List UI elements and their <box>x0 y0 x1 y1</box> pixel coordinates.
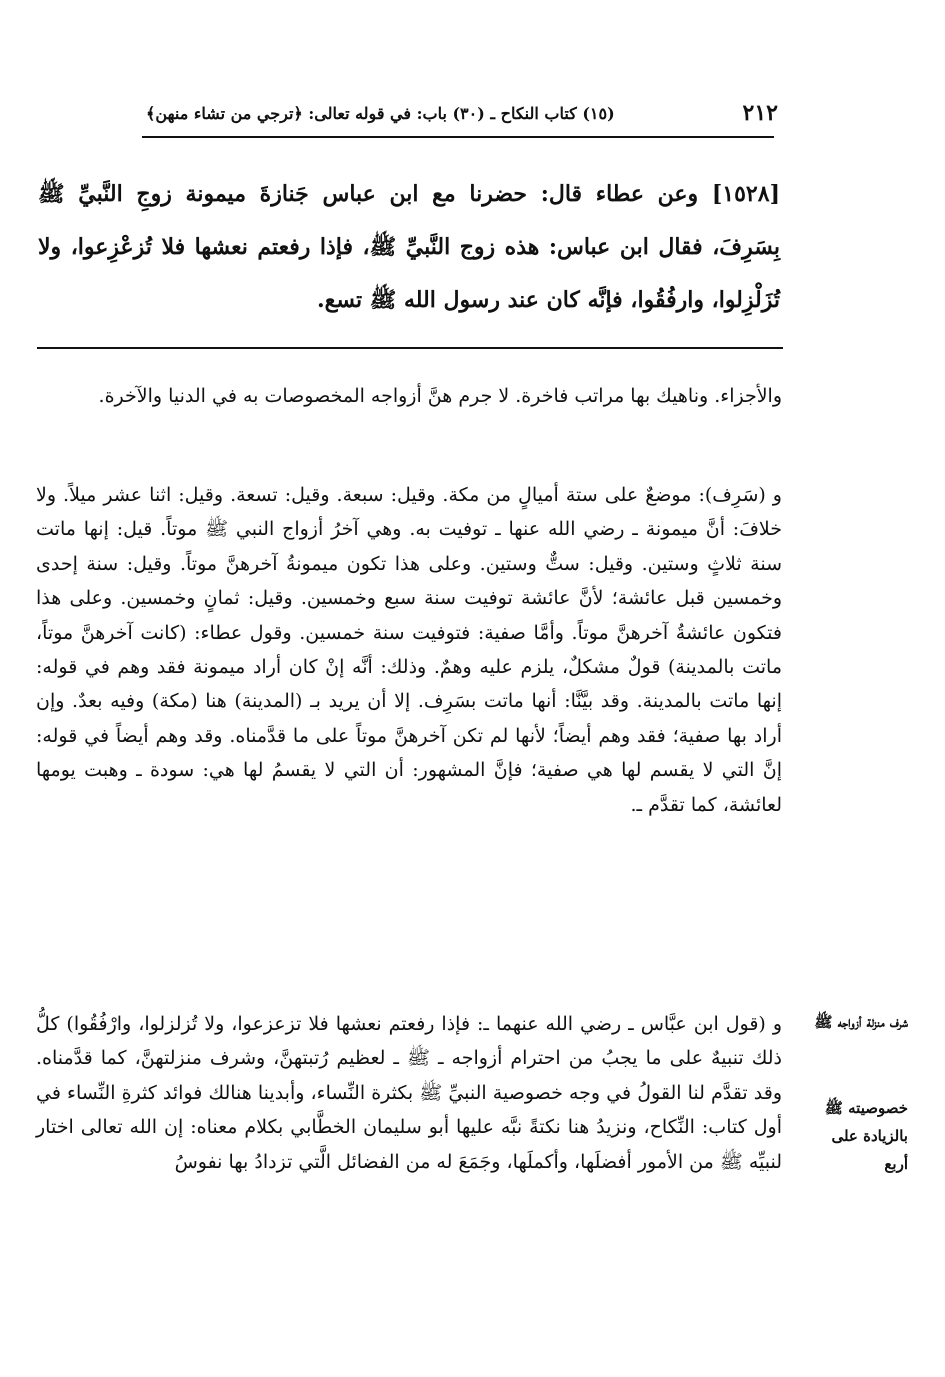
hadith-number: [١٥٢٨] <box>711 181 780 207</box>
page-header <box>142 98 778 134</box>
header-rule <box>142 136 774 138</box>
text-divider <box>37 347 783 349</box>
commentary-block-3 <box>36 1007 782 1179</box>
hadith-text-block <box>38 168 780 327</box>
commentary-block-1 <box>36 379 782 413</box>
commentary-paragraph-3: و (قول ابن عبَّاس ـ رضي الله عنهما ـ: فإذا رفعتم نعشها فلا تزعزعوا، ولا تُزلزلوا، وارْفُقُوا) كلُّ ذلك تنبيهٌ على ما يجبُ من احترام أزواجه ـ ﷺ ـ لعظيم رُتبتهنَّ، وشرف منزلتهنَّ، كما قدَّمناه. وقد تقدَّم لنا القولُ في وجه خصوصية النبيِّ ﷺ بكثرة النِّساء، وأبدينا هنالك فوائد كثرةِ النِّساء في أول كتاب: النِّكاح، ونزيدُ هنا نكتةً نبَّه عليها أبو سليمان الخطَّابي بكلام معناه: إن الله تعالى اختار لنبيِّه ﷺ من الأمور أفضلَها، وأكملَها، وجَمَعَ له من الفضائل الَّتي تزدادُ بها نفوسُ <box>36 1013 782 1173</box>
hadith-text: وعن عطاء قال: حضرنا مع ابن عباس جَنازةَ ميمونة زوجِ النَّبيِّ ﷺ بِسَرِفَ، فقال ابن عباس: هذه زوج النَّبيِّ ﷺ، فإذا رفعتم نعشها فلا تُزعْزِعوا، ولا تُزَلْزِلوا، وارفُقُوا، فإنَّه كان عند رسول الله ﷺ تسع. <box>38 181 780 313</box>
page-number: ٢١٢ <box>742 100 778 126</box>
commentary-paragraph-2: و (سَرِف): موضعٌ على ستة أميالٍ من مكة. وقيل: سبعة. وقيل: تسعة. وقيل: اثنا عشر ميلاً. ولا خلافَ: أنَّ ميمونة ـ رضي الله عنها ـ توفيت به. وهي آخرُ أزواج النبي ﷺ موتاً. قيل: إنها ماتت سنة ثلاثٍ وستين. وقيل: ستٌّ وستين. وعلى هذا تكون ميمونةُ آخرهنَّ موتاً. وقيل: سنة إحدى وخمسين قبل عائشة؛ لأنَّ عائشة توفيت سنة سبع وخمسين. وقيل: ثمانٍ وخمسين. وعلى هذا فتكون عائشةُ آخرهنَّ موتاً. وأمَّا صفية: فتوفيت سنة خمسين. وقول عطاء: (كانت آخرهنَّ موتاً، ماتت بالمدينة) قولٌ مشكلٌ، يلزم عليه وهمٌ. وذلك: أنَّه إنْ كان أراد ميمونة فقد وهم في قوله: إنها ماتت بالمدينة. وقد بيَّنَّا: أنها ماتت بسَرِف. إلا أن يريد بـ (المدينة) هنا (مكة) وفيه بعدٌ. وإن أراد بها صفية؛ فقد وهم أيضاً؛ لأنها لم تكن آخرهنَّ موتاً على ما قدَّمناه. وقد وهم أيضاً في قوله: إنَّ التي لا يقسم لها هي صفية؛ فإنَّ المشهور: أن التي لا يقسمُ لها هي: سودة ـ وهبت يومها لعائشة، كما تقدَّم ـ. <box>36 484 782 816</box>
commentary-block-2 <box>36 478 782 822</box>
side-note-1: شرف منزلة أزواجه ﷺ <box>814 1013 908 1031</box>
commentary-paragraph-1: والأجزاء. وناهيك بها مراتب فاخرة. لا جرم هنَّ أزواجه المخصوصات به في الدنيا والآخرة. <box>98 385 782 407</box>
side-note-2: خصوصيته ﷺ بالزيادة على أربع <box>824 1099 908 1173</box>
running-title: (١٥) كتاب النكاح ـ (٣٠) باب: في قوله تعالى: ﴿ترجي من تشاء منهن﴾ <box>146 104 615 123</box>
